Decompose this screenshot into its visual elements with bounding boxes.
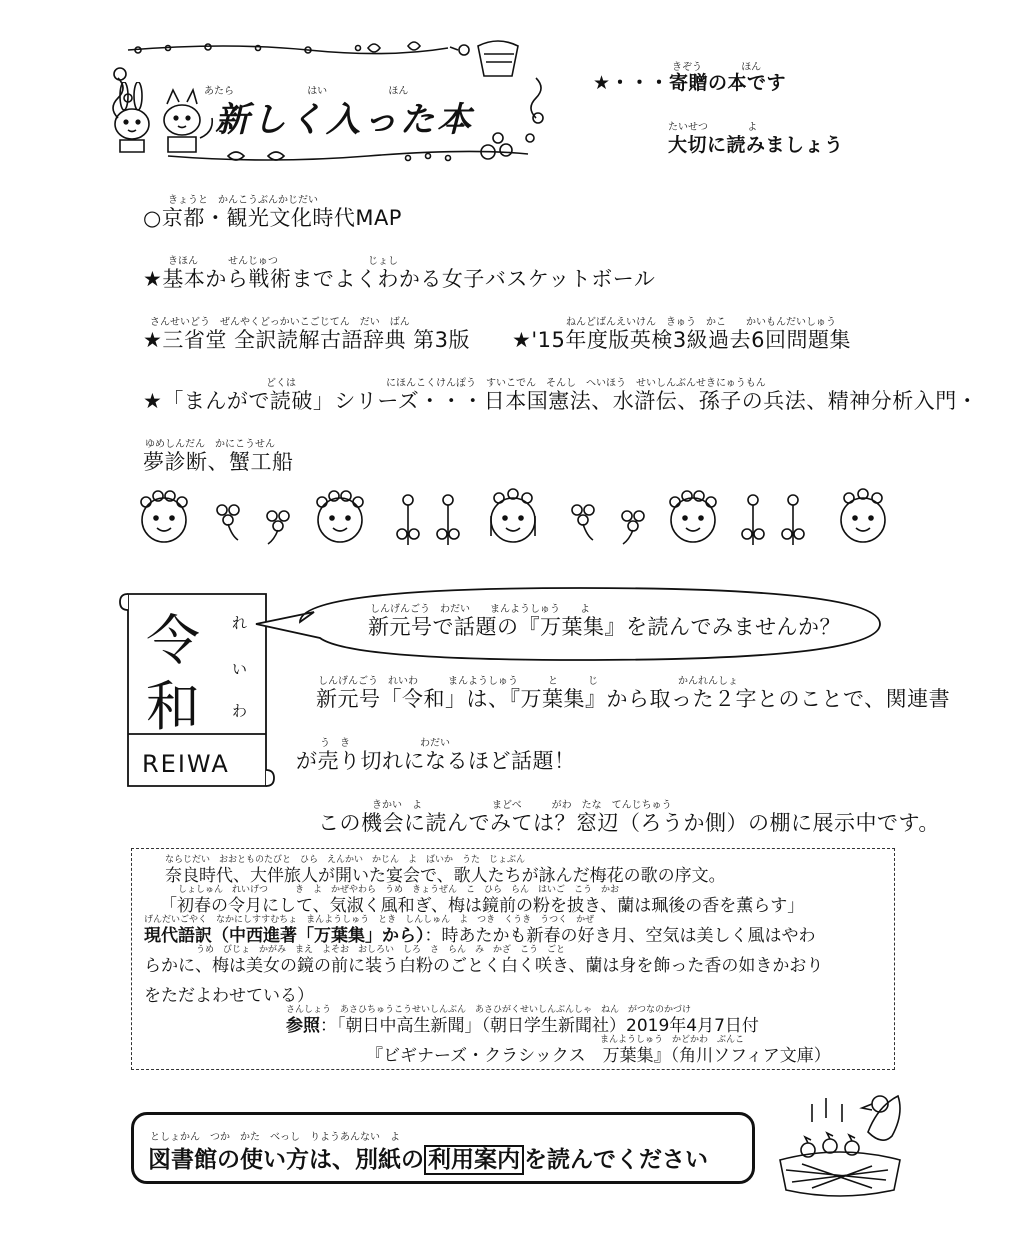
- care-ruby-2: よ: [747, 122, 758, 133]
- book-4-title: ★'15年度版英検3級過去6回問題集: [512, 328, 852, 352]
- ref-ruby: さんしょう あさひちゅうこうせいしんぶん あさひがくせいしんぶんしゃ ねん がつなのかづけ: [286, 1005, 692, 1015]
- page-title: 新しく入った本: [215, 100, 474, 140]
- reiwa-paragraph-1: 新元号「令和」は、『万葉集』から取った２字とのことで、関連書: [316, 687, 951, 711]
- guide-message: [148, 1141, 708, 1174]
- book-1-title: ○京都・観光文化時代MAP: [143, 206, 402, 230]
- guide-boxed-term: 利用案内: [424, 1145, 524, 1175]
- note-line-5: をただよわせている）: [144, 986, 314, 1006]
- faces-and-clovers-border-decoration: [128, 486, 898, 548]
- reiwa-kanji-wa: 和: [146, 675, 200, 738]
- book-3-title: ★三省堂 全訳読解古語辞典 第3版: [143, 328, 471, 352]
- bubble-text: 新元号で話題の『万葉集』を読んでみませんか？: [368, 615, 841, 639]
- reiwa-paragraph-3: この機会に読んでみては？窓辺（ろうか側）の棚に展示中です。: [318, 811, 940, 835]
- reiwa-roman: REIWA: [142, 750, 230, 778]
- reiwa-kanji-rei: 令: [146, 609, 200, 672]
- reiwa-p1-ruby: しんげんごう れいわ まんようしゅう と じ かんれんしょ: [318, 676, 738, 687]
- legend-ruby-2: ほん: [741, 62, 762, 73]
- note-l1-ruby: ならじだい おおとものたびと ひら えんかい かじん よ ばいか うた じょぶん: [165, 855, 526, 865]
- title-ruby-1: あたら: [204, 86, 234, 97]
- reference-text-1: ：「朝日中高生新聞」（朝日学生新聞社）2019年4月7日付: [320, 1016, 759, 1036]
- book-1-ruby: きょうと かんこうぶんかじだい: [168, 195, 318, 206]
- book-6-ruby: ゆめしんだん かにこうせん: [145, 439, 275, 450]
- bird-nest-icon: [772, 1082, 912, 1204]
- note-l4-ruby: うめ びじょ かがみ まえ よそお おしろい しろ さ らん み かざ こう ごと: [196, 945, 566, 955]
- book-3-ruby: さんせいどう ぜんやくどっかいこごじてん だい ばん: [150, 317, 410, 328]
- reference-line-2: 『ビギナーズ・クラシックス 万葉集』（角川ソフィア文庫）: [366, 1046, 831, 1066]
- book-5-ruby: どくは にほんこくけんぽう すいこでん そんし へいほう せいしんぶんせきにゅうもん: [266, 378, 766, 389]
- reiwa-p2-ruby: う き わだい: [320, 738, 450, 749]
- reiwa-kana-re: れ: [232, 614, 248, 632]
- translation-label: 現代語訳（中西進著「万葉集」から）: [144, 926, 425, 946]
- bubble-ruby: しんげんごう わだい まんようしゅう よ: [370, 604, 590, 615]
- title-ruby-2: はい: [307, 86, 328, 97]
- book-4-ruby: ねんどばんえいけん きゅう かこ かいもんだいしゅう: [566, 317, 836, 328]
- reiwa-p3-ruby: きかい よ まどべ がわ たな てんじちゅう: [372, 800, 672, 811]
- care-message: 大切に読みましょう: [668, 134, 844, 156]
- note-line-4: らかに、梅は美女の鏡の前に装う白粉のごとく白く咲き、蘭は身を飾った香の如きかおり: [144, 956, 824, 976]
- note-l3-ruby: げんだいごやく なかにしすすむちょ まんようしゅう とき しんしゅん よ つき くうき うつく かぜ: [144, 915, 595, 925]
- book-6-title: 夢診断、蟹工船: [143, 450, 294, 474]
- title-ruby-3: ほん: [388, 86, 409, 97]
- book-2-title: ★基本から戦術までよくわかる女子バスケットボール: [143, 267, 656, 291]
- guide-text-post: を読んでください: [524, 1147, 708, 1173]
- book-5-title: ★「まんがで読破」シリーズ・・・日本国憲法、水滸伝、孫子の兵法、精神分析入門・: [143, 389, 979, 413]
- guide-text-pre: 図書館の使い方は、別紙の: [148, 1147, 424, 1173]
- guide-ruby: としょかん つか かた べっし りようあんない よ: [150, 1132, 400, 1143]
- note-line-1: 奈良時代、大伴旅人が開いた宴会で、歌人たちが詠んだ梅花の歌の序文。: [165, 866, 726, 886]
- care-ruby-1: たいせつ: [668, 122, 708, 133]
- translation-text-1: ：時あたかも新春の好き月、空気は美しく風はやわ: [424, 926, 816, 946]
- book-2-ruby: きほん せんじゅつ じょし: [168, 256, 398, 267]
- note-l2-ruby: しょしゅん れいげつ き よ かぜやわら うめ きょうぜん こ ひら らん はいご こう かお: [178, 885, 620, 895]
- legend-ruby-1: きぞう: [672, 62, 702, 73]
- reiwa-paragraph-2: が売り切れになるほど話題！: [296, 749, 576, 773]
- ref2-ruby: まんようしゅう かどかわ ぶんこ: [600, 1035, 745, 1045]
- reference-label: 参照: [286, 1016, 320, 1036]
- note-line-2: 「初春の令月にして、気淑く風和ぎ、梅は鏡前の粉を披き、蘭は珮後の香を薫らす」: [160, 896, 805, 916]
- reiwa-kana-i: い: [232, 660, 248, 678]
- reiwa-kana-wa: わ: [232, 702, 248, 720]
- donation-legend: ★・・・寄贈の本です: [593, 72, 787, 94]
